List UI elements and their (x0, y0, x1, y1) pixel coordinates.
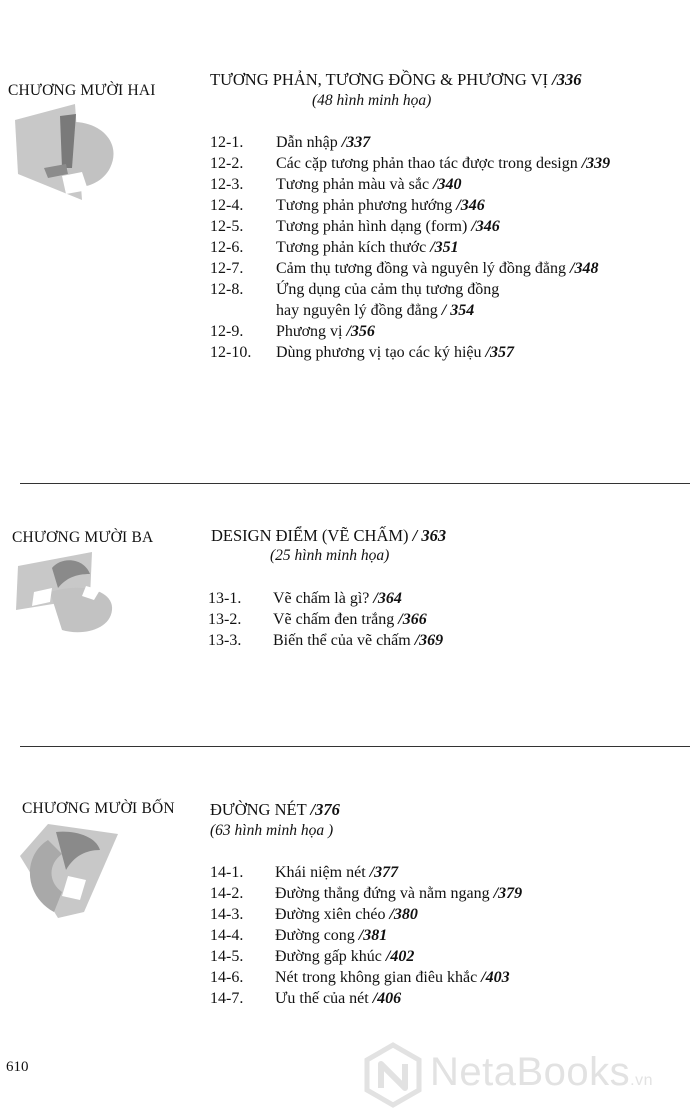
chapter-title-page: / 363 (412, 526, 447, 545)
toc-item-number: 14-5. (210, 948, 244, 965)
toc-item-title: Đường xiên chéo (275, 906, 390, 923)
toc-item (210, 258, 670, 279)
chapter-title (210, 800, 340, 820)
chapter-label: CHƯƠNG MƯỜI BA (12, 529, 154, 546)
chapter-title (211, 526, 446, 546)
toc-item-page: /403 (481, 969, 510, 986)
watermark-text (430, 1050, 653, 1095)
watermark-brand: NetaBooks (430, 1050, 631, 1094)
toc-item (208, 588, 668, 609)
toc-item (210, 342, 670, 363)
toc-item-page: /366 (398, 611, 427, 628)
chapter-13-logo-icon (10, 548, 120, 638)
toc-item-number: 12-5. (210, 218, 244, 235)
toc-item-title: Nét trong không gian điêu khắc (275, 969, 482, 986)
toc-item-number: 14-6. (210, 969, 244, 986)
toc-item-page: /340 (433, 176, 462, 193)
toc-item (210, 925, 670, 946)
toc-item-number: 14-2. (210, 885, 244, 902)
toc-item (210, 174, 670, 195)
chapter-title (210, 70, 581, 90)
toc-item-title: Ứng dụng của cảm thụ tương đồng (276, 281, 500, 298)
chapter-label: CHƯƠNG MƯỜI BỐN (22, 800, 175, 817)
chapter-title-text: ĐƯỜNG NÉT (210, 800, 307, 819)
toc-list (208, 588, 668, 651)
toc-item-number: 12-2. (210, 155, 244, 172)
toc-item-title: Vẽ chấm là gì? (273, 590, 374, 607)
toc-item (210, 904, 670, 925)
toc-item-title: Ưu thế của nét (275, 990, 373, 1007)
toc-item-title: Tương phản phương hướng (276, 197, 457, 214)
chapter-subtitle: (25 hình minh họa) (270, 547, 390, 564)
toc-item-number: 12-8. (210, 281, 244, 298)
toc-item-title: Tương phản màu và sắc (276, 176, 434, 193)
toc-item-number: 13-1. (208, 590, 242, 607)
toc-item-title: Dẫn nhập (276, 134, 342, 151)
toc-item-title: Biến thể của vẽ chấm (273, 632, 415, 649)
toc-item (210, 132, 670, 153)
toc-item-title: Phương vị (276, 323, 347, 340)
toc-item-title-cont: hay nguyên lý đồng đẳng (276, 302, 442, 319)
toc-item-page: /339 (581, 155, 611, 172)
toc-item (210, 946, 670, 967)
toc-item (210, 153, 670, 174)
toc-item-number: 12-1. (210, 134, 244, 151)
toc-item-number: 13-2. (208, 611, 242, 628)
toc-item-page: /346 (456, 197, 485, 214)
toc-item-page: /346 (471, 218, 500, 235)
toc-item-title: Đường gấp khúc (275, 948, 386, 965)
toc-item-page: /406 (372, 990, 402, 1007)
toc-item-page: /402 (385, 948, 415, 965)
section-divider (20, 483, 690, 484)
toc-item-title: Đường cong (275, 927, 359, 944)
toc-item-page: /377 (369, 864, 399, 881)
toc-item (210, 237, 670, 258)
chapter-14-logo-icon (14, 820, 124, 920)
toc-item-page: /356 (346, 323, 375, 340)
toc-item-page: /380 (389, 906, 418, 923)
section-divider (20, 746, 690, 747)
chapter-subtitle: (48 hình minh họa) (312, 92, 432, 109)
toc-list (210, 132, 670, 363)
chapter-12-logo-icon (10, 102, 120, 202)
chapter-title-page: /336 (552, 70, 582, 89)
toc-item-title: Khái niệm nét (275, 864, 370, 881)
toc-item-page: /364 (373, 590, 402, 607)
toc-item-page: /348 (570, 260, 599, 277)
toc-item-number: 14-3. (210, 906, 244, 923)
toc-item-title: Tương phản kích thước (276, 239, 431, 256)
toc-item-page: /381 (358, 927, 388, 944)
toc-item-title: Dùng phương vị tạo các ký hiệu (276, 344, 486, 361)
toc-item (210, 195, 670, 216)
toc-item (210, 862, 670, 883)
toc-item-number: 12-9. (210, 323, 244, 340)
toc-item-page: /357 (485, 344, 514, 361)
toc-item-number: 12-6. (210, 239, 244, 256)
toc-item (208, 630, 668, 651)
toc-item-page: /369 (414, 632, 444, 649)
chapter-label: CHƯƠNG MƯỜI HAI (8, 82, 156, 99)
chapter-title-text: DESIGN ĐIỂM (VẼ CHẤM) (211, 526, 409, 545)
toc-item (208, 609, 668, 630)
watermark-suffix: .vn (630, 1072, 654, 1089)
chapter-subtitle: (63 hình minh họa ) (210, 822, 334, 839)
page-number: 610 (6, 1059, 29, 1075)
toc-item-title: Vẽ chấm đen trắng (273, 611, 399, 628)
chapter-title-text: TƯƠNG PHẢN, TƯƠNG ĐỒNG & PHƯƠNG VỊ (210, 70, 549, 89)
toc-item-page: /379 (493, 885, 523, 902)
toc-item-number: 14-1. (210, 864, 244, 881)
toc-item (210, 883, 670, 904)
netabooks-logo-icon (362, 1042, 424, 1108)
toc-item (210, 279, 670, 300)
toc-item (210, 321, 670, 342)
toc-item (210, 988, 670, 1009)
toc-item (210, 967, 670, 988)
toc-list (210, 862, 670, 1009)
toc-item-title: Các cặp tương phản thao tác được trong design (276, 155, 582, 172)
toc-item-number: 12-7. (210, 260, 244, 277)
toc-item-continuation (210, 300, 670, 321)
toc-item-number: 12-10. (210, 344, 252, 361)
toc-item-number: 13-3. (208, 632, 242, 649)
toc-item-number: 14-4. (210, 927, 244, 944)
toc-item-number: 12-3. (210, 176, 244, 193)
toc-item-number: 14-7. (210, 990, 244, 1007)
toc-item-number: 12-4. (210, 197, 244, 214)
chapter-title-page: /376 (310, 800, 340, 819)
toc-item-title: Cảm thụ tương đồng và nguyên lý đồng đẳng (276, 260, 570, 277)
toc-item-title: Tương phản hình dạng (form) (276, 218, 472, 235)
toc-item-page: /351 (430, 239, 459, 256)
toc-item-title: Đường thẳng đứng và nằm ngang (275, 885, 494, 902)
toc-item-page: / 354 (441, 302, 475, 319)
toc-item-page: /337 (341, 134, 371, 151)
toc-item (210, 216, 670, 237)
watermark (362, 1040, 692, 1110)
